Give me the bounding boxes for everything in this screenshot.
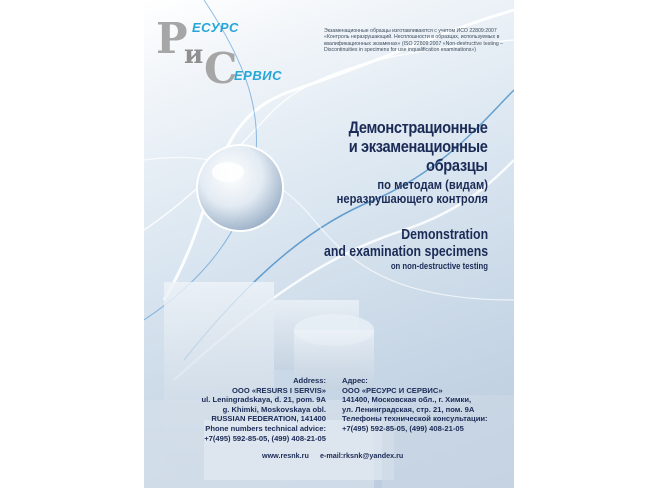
email-link[interactable]: e-mail:rksnk@yandex.ru bbox=[320, 451, 404, 460]
logo-letter-i: и bbox=[184, 40, 204, 70]
brochure-cover bbox=[144, 0, 514, 488]
address-ru-line: 141400, Московская обл., г. Химки, bbox=[342, 395, 472, 405]
title-russian bbox=[349, 118, 488, 175]
address-english bbox=[158, 376, 326, 443]
address-en-line: RUSSIAN FEDERATION, 141400 bbox=[211, 414, 326, 424]
company-logo bbox=[154, 14, 304, 94]
title-en-line-1: Demonstration bbox=[401, 226, 488, 243]
title-ru-line-2: и экзаменационные bbox=[349, 137, 488, 156]
address-ru-line: ООО «РЕСУРС И СЕРВИС» bbox=[342, 385, 443, 395]
iso-standard-note: Экзаменационные образцы изготавливаются с учетом ИСО 22809:2007 «Контроль неразрушающий. Несплошности в образцах, используемых в квалификационных экзаменах» (ISO 22809:2007 «Non-destructive testing – Discontinuities in specimens for use inqualification examinations») bbox=[324, 28, 504, 53]
title-ru-line-3: образцы bbox=[426, 156, 488, 175]
address-ru-line: Телефоны технической консультации: bbox=[342, 414, 488, 424]
subtitle-ru-line-1: по методам (видам) bbox=[377, 177, 488, 192]
title-english bbox=[324, 226, 488, 260]
address-en-line: +7(495) 592-85-05, (499) 408-21-05 bbox=[204, 433, 326, 443]
address-en-line: g. Khimki, Moskovskaya obl. bbox=[222, 404, 326, 414]
logo-letter-r: Р bbox=[156, 14, 188, 63]
subtitle-english: on non-destructive testing bbox=[390, 261, 488, 271]
address-en-line: ul. Leningradskaya, d. 21, pom. 9A bbox=[201, 395, 326, 405]
address-en-line: Address: bbox=[293, 376, 326, 385]
title-ru-line-1: Демонстрационные bbox=[349, 118, 488, 137]
address-ru-line: Адрес: bbox=[342, 376, 368, 385]
logo-line-2: ЕРВИС bbox=[234, 68, 282, 83]
logo-letter-s: С bbox=[204, 44, 238, 93]
subtitle-ru-line-2: неразрушающего контроля bbox=[336, 191, 488, 206]
address-ru-line: +7(495) 592-85-05, (499) 408-21-05 bbox=[342, 423, 464, 433]
website-link[interactable]: www.resnk.ru bbox=[262, 451, 309, 460]
address-en-line: Phone numbers technical advice: bbox=[205, 423, 326, 433]
title-en-line-2: and examination specimens bbox=[323, 243, 488, 260]
address-en-line: OOO «RESURS I SERVIS» bbox=[232, 385, 326, 395]
address-ru-line: ул. Ленинградская, стр. 21, пом. 9А bbox=[342, 404, 475, 414]
subtitle-russian bbox=[337, 178, 488, 206]
logo-line-1: ЕСУРС bbox=[192, 20, 239, 35]
address-russian bbox=[342, 376, 512, 434]
